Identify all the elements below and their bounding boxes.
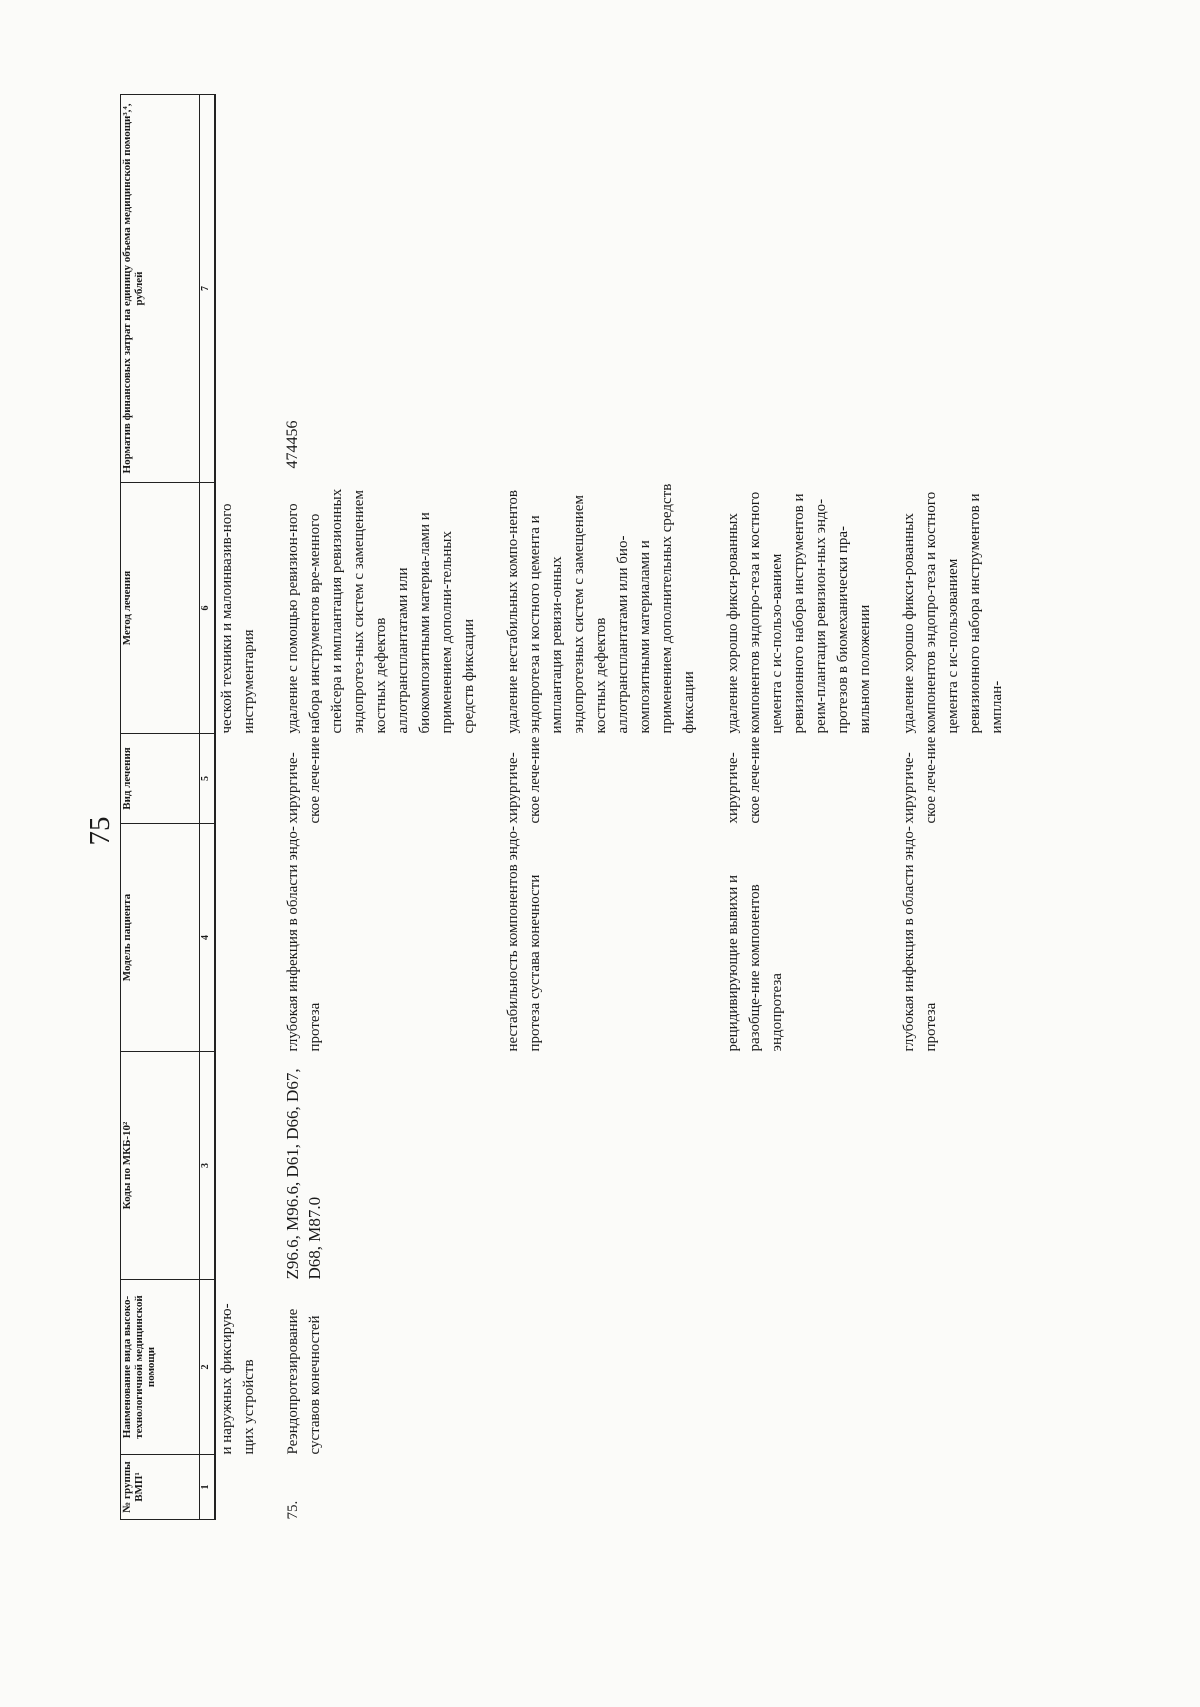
header-treatment-method: Метод лечения xyxy=(121,483,200,734)
column-number: 4 xyxy=(200,824,216,1052)
icd-codes-cell: Z96.6, M96.6, D61, D66, D67, D68, M87.0 xyxy=(283,1068,324,1280)
vmp-name-cell: Реэндопротезирование суставов конечностей xyxy=(285,1308,323,1455)
vmp-table xyxy=(120,94,1008,1520)
patient-model-cell: глубокая инфекция в области эндо-протеза xyxy=(285,826,323,1052)
patient-model-cell: глубокая инфекция в области эндо-протеза xyxy=(901,826,939,1052)
group-number-cell: 75. xyxy=(285,1500,301,1520)
table-row xyxy=(722,95,876,1520)
column-number: 3 xyxy=(200,1052,216,1280)
column-number: 5 xyxy=(200,734,216,824)
table-row xyxy=(898,95,1008,1520)
column-number: 2 xyxy=(200,1280,216,1455)
cost-standard-cell: 474456 xyxy=(284,420,301,469)
patient-model-cell: нестабильность компонентов эндо-протеза сустава конечности xyxy=(505,825,543,1052)
column-number: 7 xyxy=(200,95,216,483)
treatment-type-cell: хирургиче-ское лече-ние xyxy=(505,736,543,824)
page-number: 75 xyxy=(84,816,116,846)
header-vmp-name: Наименование вида высоко-технологичной медицинской помощи xyxy=(121,1280,200,1455)
rotated-table-sheet xyxy=(120,95,1200,1520)
treatment-type-cell: хирургиче-ское лече-ние xyxy=(285,736,323,824)
column-number: 6 xyxy=(200,483,216,734)
treatment-method-cell: удаление хорошо фикси-рованных компонентов эндопро-теза и костного цемента с ис-пользованием ревизионного набора инструментов и имплан- xyxy=(901,491,1005,734)
table-row xyxy=(502,95,700,1520)
continuation-method-cell: ческой техники и малоинвазив-ного инструментария xyxy=(219,503,257,734)
header-cost-standard: Норматив финансовых затрат на единицу объема медицинской помощи³,⁴, рублей xyxy=(121,95,200,483)
treatment-method-cell: удаление хорошо фикси-рованных компонентов эндопро-теза и костного цемента с ис-пользо-ванием ревизионного набора инструментов и реим-плантация ревизион-ных эндо-протезов в биомеханически пра-вильном положении xyxy=(725,491,873,734)
treatment-type-cell: хирургиче-ское лече-ние xyxy=(901,736,939,824)
table-row-continuation xyxy=(215,95,260,1520)
patient-model-cell: рецидивирующие вывихи и разобще-ние компонентов эндопротеза xyxy=(725,874,785,1052)
treatment-type-cell: хирургиче-ское лече-ние xyxy=(725,736,763,824)
column-number: 1 xyxy=(200,1455,216,1520)
header-patient-model: Модель пациента xyxy=(121,824,200,1052)
table-row xyxy=(282,95,480,1520)
treatment-method-cell: удаление с помощью ревизион-ного набора инструментов вре-менного спейсера и имплантация ревизионных эндопротез-ных систем с замещением костных дефектов аллотрансплантатами или биокомпозитными материа-лами и применением дополни-тельных средств фиксации xyxy=(285,488,477,734)
continuation-name-cell: и наружных фиксирую-щих устройств xyxy=(219,1303,257,1455)
table-header xyxy=(121,95,216,1520)
header-icd-codes: Коды по МКБ-10² xyxy=(121,1052,200,1280)
treatment-method-cell: удаление нестабильных компо-нентов эндопротеза и костного цемента и имплантация ревизи-онных эндопротезных систем с замещением костных дефектов аллотрансплантатами или био-композитными материалами и применением дополнительных средств фиксации xyxy=(505,483,697,734)
header-treatment-type: Вид лечения xyxy=(121,734,200,824)
header-group-number: № группы ВМП¹ xyxy=(121,1455,200,1520)
